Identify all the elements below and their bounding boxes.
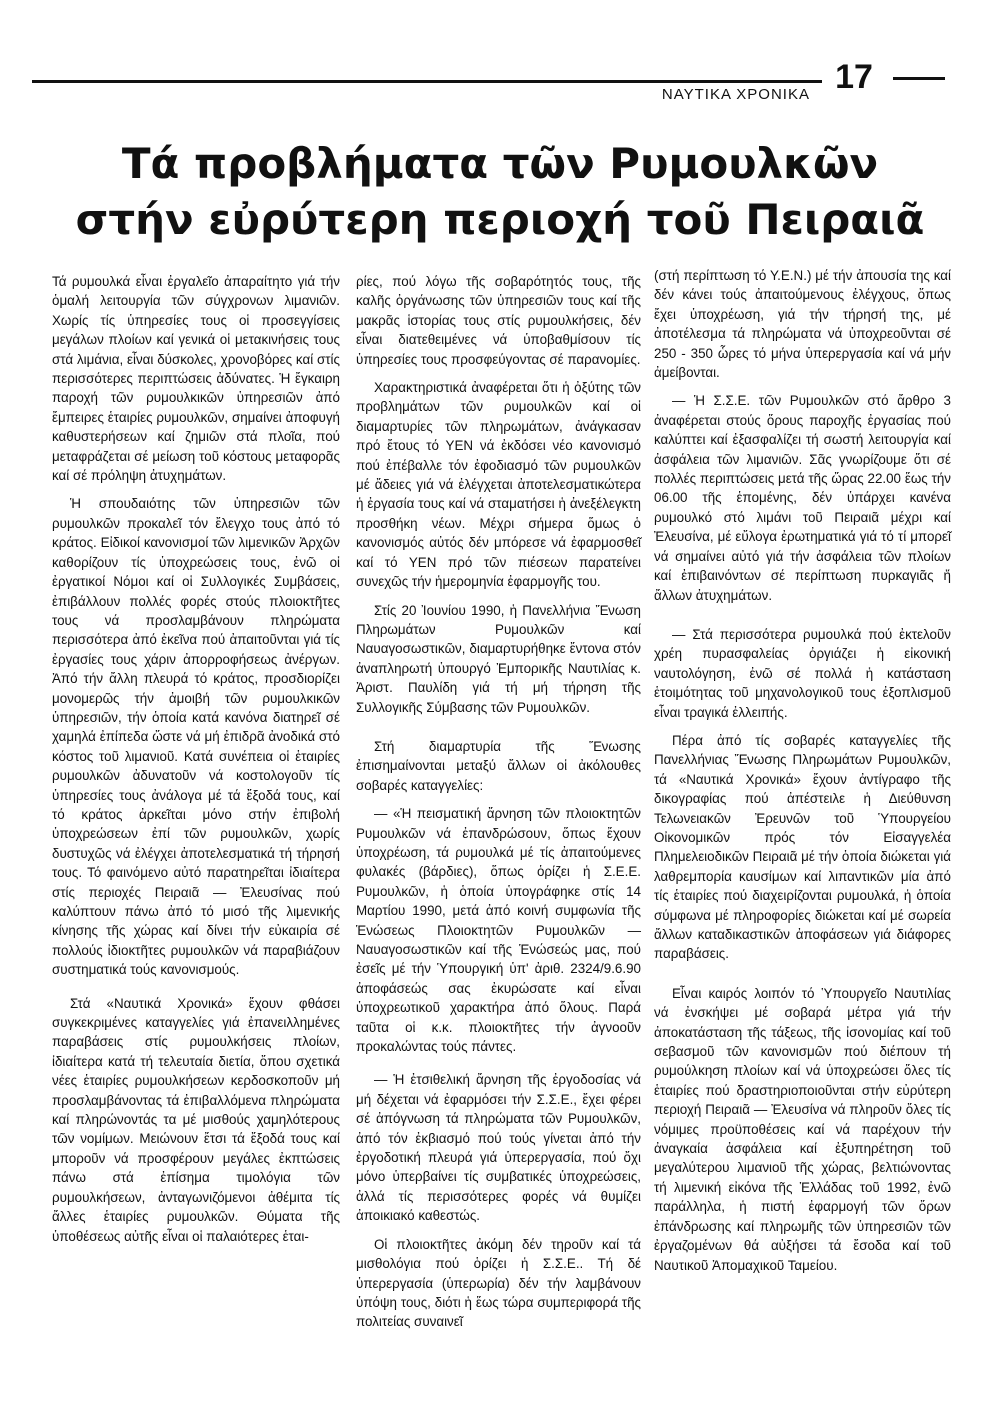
paragraph: Πέρα ἀπό τίς σοβαρές καταγγελίες τῆς Πανελλήνιας Ἕνωσης Πληρωμάτων Ρυμουλκῶν, τά «Ναυτικά Χρονικά» ἔχουν ἀντίγραφο τῆς δικογραφίας πού ἀπέστειλε ἡ Διεύθυνση Τελωνειακῶν Ἐρευνῶν τοῦ Ὑπουργείου Οἰκονομικῶν πρός τόν Εἰσαγγελέα Πλημελειοδικῶν Πειραιᾶ μέ τήν ὁποία διώκεται γιά λαθρεμπορία καυσίμων καί λιπαντικῶν μία ἀπό τίς ἑταιρίες πού διαχειρίζονται ρυμουλκά, ἡ ὁποία σύμφωνα μέ πληροφορίες διώκεται καί μέ σωρεία ἄλλων καταδικαστικῶν ἀποφάσεων γιά διάφορες παραβάσεις.: [654, 732, 951, 962]
paragraph: Χαρακτηριστικά ἀναφέρεται ὅτι ἡ ὀξύτης τῶν προβλημάτων τῶν ρυμουλκῶν καί οἱ διαμαρτυρίες τῶν πληρωμάτων, ἀνάγκασαν πρό ἔτους τό ΥΕΝ νά ἐκδόσει νέο κανονισμό πού ἐπέβαλλε τόν ἐφοδιασμό τῶν ρυμουλκῶν μέ ἄδειες γιά νά ἐλέγχεται ἀποτελεσματικώτερα ἡ ἐργασία τους καί νά σταματήσει ἡ ἀνεξέλεγκτη προσθήκη νέων. Μέχρι σήμερα ὅμως ὁ κανονισμός αὐτός δέν μπόρεσε νά ἐφαρμοσθεῖ καί τό ΥΕΝ πρό τῶν πιέσεων παρατείνει συνεχῶς τήν ἡμερομηνία ἐφαρμογῆς του.: [356, 380, 641, 590]
paragraph: — Στά περισσότερα ρυμουλκά πού ἐκτελοῦν χρέη πυρασφαλείας ὀργιάζει ἡ εἰκονική ναυτολόγηση, ἐνῶ σέ πολλά ἡ κατάσταση ἑτοιμότητας τοῦ μηχανολογικοῦ τους ἐξοπλισμοῦ εἶναι τραγικά ἐλλειπής.: [654, 626, 951, 720]
paragraph: ρίες, πού λόγω τῆς σοβαρότητός τους, τῆς καλῆς ὀργάνωσης τῶν ὑπηρεσιῶν τους καί τῆς μακρᾶς ἱστορίας τους στίς ρυμουλκήσεις, δέν εἶναι διατεθειμένες νά ὑποβαθμίσουν τίς ὑπηρεσίες τους προσφεύγοντας σέ παρανομίες.: [356, 274, 641, 367]
paragraph: Οἱ πλοιοκτῆτες ἀκόμη δέν τηροῦν καί τά μισθολόγια πού ὁρίζει ἡ Σ.Σ.Ε.. Τή δέ ὑπερεργασία (ὑπερωρία) δέν τήν λαμβάνουν ὑπόψη τους, διότι ἡ ἕως τώρα συμπεριφορά τῆς πολιτείας συναινεῖ: [356, 1236, 641, 1330]
paragraph: Τά ρυμουλκά εἶναι ἐργαλεῖο ἀπαραίτητο γιά τήν ὁμαλή λειτουργία τῶν σύγχρονων λιμανιῶν. Χωρίς τίς ὑπηρεσίες τους οἱ προσεγγίσεις μεγάλων πλοίων καί γενικά οἱ μετακινήσεις τους στά λιμάνια, εἶναι δύσκολες, χρονοβόρες καί στίς περισσότερες περιπτώσεις ἀδύνατες. Ἡ ἔγκαιρη παροχή τῶν ρυμουλκικῶν ὑπηρεσιῶν ἀπό ἔμπειρες ἑταιρίες ρυμουλκῶν, σημαίνει ἀποφυγή καθυστερήσεων καί ζημιῶν στά πλοῖα, πού μεταφράζεται σέ μείωση τοῦ κόστους μεταφορᾶς καί σέ πρόληψη ἀτυχημάτων.: [52, 274, 340, 484]
paragraph: (στή περίπτωση τό Υ.Ε.Ν.) μέ τήν ἀπουσία της καί δέν κάνει τούς ἀπαιτούμενους ἐλέγχους, ὅπως ἔχει ὑποχρέωση, γιά τήν τήρησή της, μέ ἀποτέλεσμα τά πληρώματα νά ὑποχρεοῦνται σέ 250 - 350 ὧρες τό μήνα ὑπερεργασία καί νά μήν ἀμείβονται.: [654, 268, 951, 381]
article-column-1: [52, 272, 340, 1255]
paragraph: — «Ἡ πεισματική ἄρνηση τῶν πλοιοκτητῶν Ρυμουλκῶν νά ἐπανδρώσουν, ὅπως ἔχουν ὑποχρέωση, τά ρυμουλκά μέ τίς ἀπαιτούμενες φυλακές (βάρδιες), ὅπως ὁρίζει ἡ Σ.Ε.Ε. Ρυμουλκῶν, ἡ ὁποία ὑπογράφηκε στίς 14 Μαρτίου 1990, μετά ἀπό κοινή συμφωνία τῆς Ἑνώσεως Πλοιοκτητῶν Ρυμουλκῶν — Ναυαγοσωστικῶν καί τῆς Ἑνώσεώς μας, πού ἐσεῖς μέ τήν Ὑπουργική ὑπ' ἀριθ. 2324/9.6.90 ἀποφάσεώς σας ἐκυρώσατε καί εἶναι ὑποχρεωτικοῦ χαρακτήρα ἀπό ὅλους. Παρά ταῦτα οἱ κ.κ. πλοιοκτῆτες τήν ἀγνοοῦν προκαλώντας τούς πάντες.: [356, 806, 641, 1055]
paragraph: Στίς 20 Ἰουνίου 1990, ἡ Πανελλήνια Ἕνωση Πληρωμάτων Ρυμουλκῶν καί Ναυαγοσωστικῶν, διαμαρτυρήθηκε ἔντονα στόν ἀναπληρωτή ὑπουργό Ἐμπορικῆς Ναυτιλίας κ. Ἀριστ. Παυλίδη γιά τή μή τήρηση τῆς Συλλογικῆς Σύμβασης τῶν Ρυμουλκῶν.: [356, 602, 641, 715]
paragraph: — Ἡ Σ.Σ.Ε. τῶν Ρυμουλκῶν στό ἄρθρο 3 ἀναφέρεται στούς ὅρους παροχῆς ἐργασίας πού καλύπτει καί ἐξασφαλίζει τή σωστή λειτουργία καί ἀσφάλεια τῶν λιμανιῶν. Σᾶς γνωρίζουμε ὅτι σέ πολλές περιπτώσεις μετά τῆς ὥρας 22.00 ἕως τήν 06.00 τῆς ἑπομένης, δέν ὑπάρχει κανένα ρυμουλκό στό λιμάνι τοῦ Πειραιᾶ μέχρι καί Ἐλευσίνα, μέ εὔλογα ἐρωτηματικά γιά τό τί μπορεῖ νά σημαίνει αὐτό γιά τήν ἀσφάλεια τῶν πλοίων καί ἐπιβαινόντων σέ περίπτωση πυρκαγιᾶς ἤ ἄλλων ἀτυχημάτων.: [654, 393, 951, 603]
headline-line-1: Τά προβλήματα τῶν Ρυμουλκῶν: [121, 139, 879, 188]
header-rule-right: [893, 77, 945, 80]
masthead: ΝΑΥΤΙΚΑ ΧΡΟΝΙΚΑ: [661, 86, 810, 103]
page-number: 17: [835, 58, 873, 96]
paragraph: Στή διαμαρτυρία τῆς Ἕνωσης ἐπισημαίνονται μεταξύ ἄλλων οἱ ἀκόλουθες σοβαρές καταγγελίες:: [356, 738, 641, 793]
article-column-2: [356, 272, 641, 1341]
article-column-3: [654, 266, 951, 1284]
paragraph: — Ἡ ἐτσιθελική ἄρνηση τῆς ἐργοδοσίας νά μή δέχεται νά ἐφαρμόσει τήν Σ.Σ.Ε., ἔχει φέρει σέ ἀπόγνωση τά πληρώματα τῶν Ρυμουλκῶν, ἀπό τόν ἐκβιασμό πού τούς γίνεται ἀπό τήν ἐργοδοτική πλευρά γιά ὑπερεργασία, πού ὄχι μόνο ὑπερβαίνει τίς συμβατικές ὑποχρεώσεις, ἀλλά τίς περισσότερες φορές νά θυμίζει ἀποικιακό καθεστώς.: [356, 1072, 641, 1224]
paragraph: Ἡ σπουδαιότης τῶν ὑπηρεσιῶν τῶν ρυμουλκῶν προκαλεῖ τόν ἔλεγχο τους ἀπό τό κράτος. Εἰδικοί κανονισμοί τῶν λιμενικῶν Ἀρχῶν καθορίζουν τίς ὑποχρεώσεις τους, ἐνῶ οἱ ἐργατικοί Νόμοι καί οἱ Συλλογικές Συμβάσεις, ἐπιβάλλουν πολλές φορές στούς πλοιοκτῆτες τους νά προσλαμβάνουν πληρώματα περισσότερα ἀπό ἐκεῖνα πού ἀπαιτοῦνται γιά τίς ἐργασίες τους χάριν ἀπορροφήσεως ἀνέργων. Ἀπό τήν ἄλλη πλευρά τό κράτος, προσδιορίζει μονομερῶς τήν ἀμοιβή τῶν ρυμουλκικῶν ὑπηρεσιῶν, τήν ὁποία κατά κανόνα διατηρεῖ σέ χαμηλά ἐπίπεδα ὥστε νά μή ἐπιδρᾶ ἀνοδικά στό κόστος τοῦ λιμανιοῦ. Κατά συνέπεια οἱ ἑταιρίες ρυμουλκῶν ἀδυνατοῦν νά κοστολογοῦν τίς ὑπηρεσίες τους ἀνάλογα μέ τά ἔξοδά τους, καί τό κράτος ἀρκεῖται μόνο στήν ἐπιβολή ὑποχρεώσεων ἐπί τῶν ρυμουλκῶν, χωρίς δυστυχῶς νά ἐλέγχει ἀποτελεσματικά τή τήρησή τους. Τό φαινόμενο αὐτό παρατηρεῖται ἰδιαίτερα στίς περιοχές Πειραιᾶ — Ἐλευσίνας πού καλύπτουν πάνω ἀπό τό μισό τῆς λιμενικής κίνησης τῆς χώρας καί δίνει τήν εὐκαιρία σέ πολλούς ἰδιοκτῆτες ρυμουλκῶν νά παραβιάζουν συστηματικά τούς κανονισμούς.: [52, 496, 340, 978]
paragraph: Εἶναι καιρός λοιπόν τό Ὑπουργεῖο Ναυτιλίας νά ἐνσκήψει μέ σοβαρά μέτρα γιά τήν ἀποκατάσταση τῆς τάξεως, τῆς ἰσονομίας καί τοῦ σεβασμοῦ τῶν κανονισμῶν πού διέπουν τή ρυμούλκηση πλοίων καί νά ὑποχρεώσει ὅλες τίς ἑταιρίες πού δραστηριοποιοῦνται στήν εὐρύτερη περιοχή Πειραιᾶ — Ἐλευσίνα νά πληροῦν ὅλες τίς νόμιμες προϋποθέσεις καί νά παρέχουν τήν ἀναγκαία ἀσφάλεια καί ἐξυπηρέτηση τοῦ μεγαλύτερου λιμανιοῦ τῆς χώρας, βελτιώνοντας τή λιμενική εἰκόνα τῆς Ἑλλάδας τοῦ 1992, ἐνῶ παράλληλα, ἡ πιστή ἐφαρμογή τῶν ὅρων ἐπάνδρωσης καί πληρωμῆς τῶν ὑπηρεσιῶν τῶν ἐργαζομένων θά αὐξήσει τά ἔσοδα καί τοῦ Ναυτικοῦ Ἀπομαχικοῦ Ταμείου.: [654, 985, 951, 1273]
article-headline: [60, 136, 940, 248]
header-rule-left: [32, 80, 822, 83]
paragraph: Στά «Ναυτικά Χρονικά» ἔχουν φθάσει συγκεκριμένες καταγγελίες γιά ἐπανειλλημένες παραβάσεις στίς ρυμουλκήσεις πλοίων, ἰδιαίτερα κατά τή τελευταία διετία, ὅπου σχετικά νέες ἑταιρίες ρυμουλκήσεων κερδοσκοποῦν μή προσλαμβάνοντας τά ἐπιβαλλόμενα πληρώματα καί πληρώνοντάς τα μέ μισθούς χαμηλότερους τῶν νομίμων. Μειώνουν ἔτσι τά ἔξοδά τους καί μποροῦν νά προσφέρουν μεγάλες ἐκπτώσεις πάνω στά ἐπίσημα τιμολόγια τῶν ρυμουλκήσεων, ἀνταγωνιζόμενοι ἀθέμιτα τίς ἄλλες ἑταιρίες ρυμουλκῶν. Θύματα τῆς ὑποθέσεως αὐτῆς εἶναι οἱ παλαιότερες ἑται-: [52, 995, 340, 1244]
headline-line-2: στήν εὐρύτερη περιοχή τοῦ Πειραιᾶ: [75, 195, 925, 244]
